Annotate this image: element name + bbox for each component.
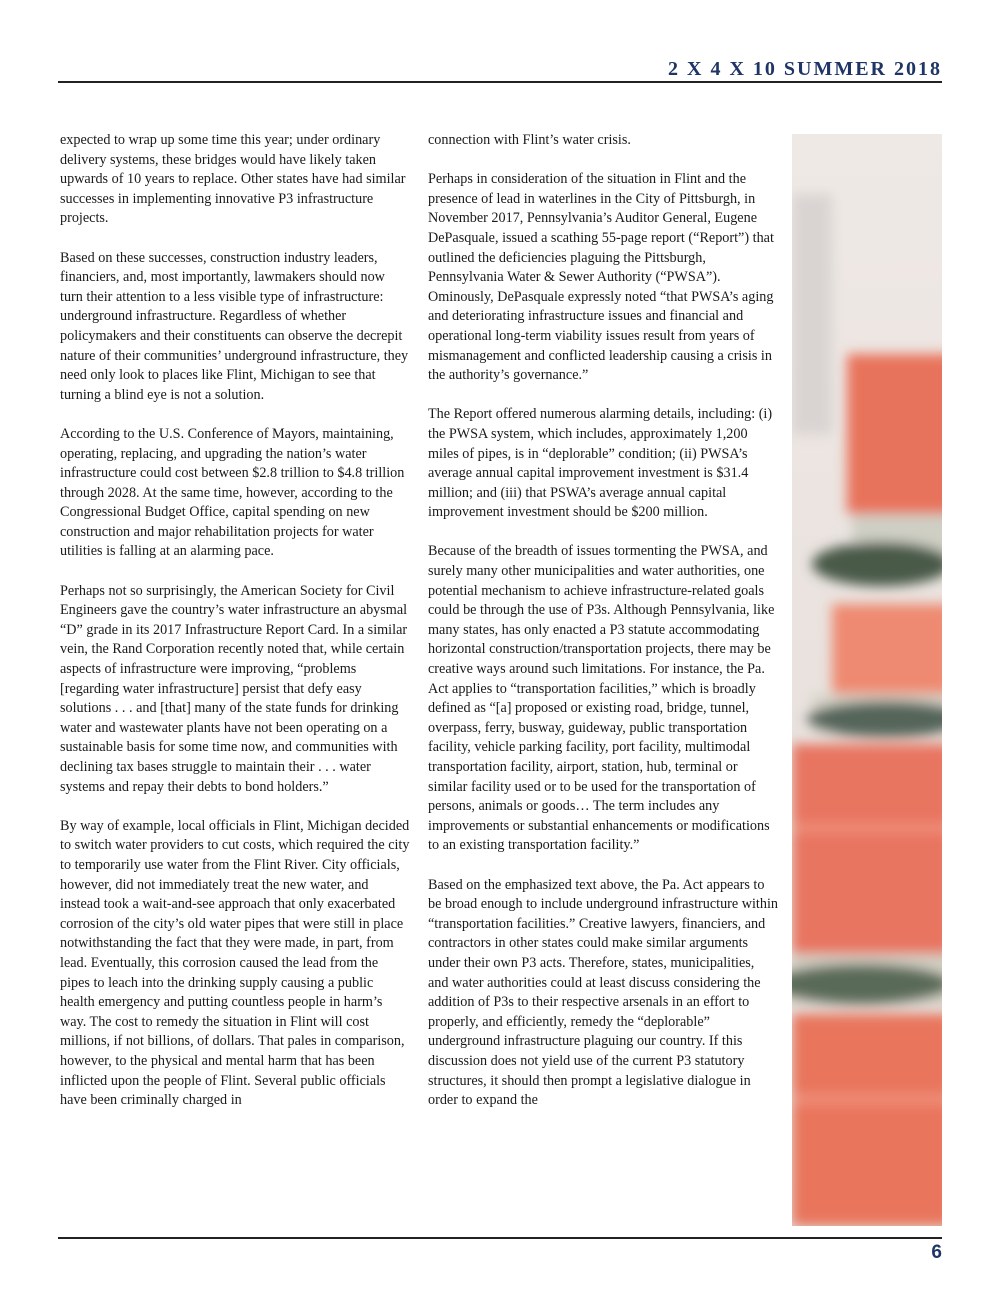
left-column bbox=[60, 131, 410, 1111]
right-paragraph-3: The Report offered numerous alarming details, including: (i) the PWSA system, which includes, approximately 1,200 miles of pipes, is in “deplorable” condition; (ii) PWSA’s average annual capital improvement investment is $31.4 million; and (iii) that PSWA’s average annual capital improvement investment should be $200 million. bbox=[428, 406, 773, 521]
left-paragraph-3: According to the U.S. Conference of Mayors, maintaining, operating, replacing, and upgrading the nation’s water infrastructure could cost between $2.8 trillion to $4.8 trillion through 2028. At the same time, however, according to the Congressional Budget Office, capital spending on new construction and major rehabilitation projects for water utilities is falling at an alarming pace. bbox=[60, 425, 405, 560]
right-paragraph-5: Based on the emphasized text above, the Pa. Act appears to be broad enough to include underground infrastructure within “transportation facilities.” Creative lawyers, financiers, and contractors in other states could make similar arguments under their own P3 acts. Therefore, states, municipalities, and water authorities could at least discuss considering the addition of P3s to their respective arsenals in an effort to properly, and efficiently, remedy the “deplorable” underground infrastructure plaguing our country. If this discussion does not yield use of the current P3 statutory structures, it should then prompt a legislative dialogue in order to expand the bbox=[428, 876, 778, 1109]
left-paragraph-1: expected to wrap up some time this year; under ordinary delivery systems, these bridges would have likely taken upwards of 10 years to replace. Other states have had similar successes in implementing innovative P3 infrastructure projects. bbox=[60, 132, 406, 227]
footer-divider bbox=[58, 1237, 942, 1239]
right-paragraph-1: connection with Flint’s water crisis. bbox=[428, 132, 631, 148]
header-divider bbox=[58, 81, 942, 83]
left-paragraph-2: Based on these successes, construction industry leaders, financiers, and, most importantly, lawmakers should now turn their attention to a less visible type of infrastructure: underground infrastructure. Regardless of whether policymakers and their constituents can observe the decrepit nature of their communities’ underground infrastructure, they need only look to places like Flint, Michigan to see that turning a blind eye is not a solution. bbox=[60, 249, 409, 403]
right-paragraph-4: Because of the breadth of issues tormenting the PWSA, and surely many other municipalities and water authorities, one potential mechanism to achieve infrastructure-related goals could be through the use of P3s. Although Pennsylvania, like many states, has only enacted a P3 statute accommodating horizontal construction/transportation projects, there may be creative ways around such limitations. For instance, the Pa. Act applies to “transportation facilities,” which is broadly defined as “[a] proposed or existing road, bridge, tunnel, overpass, ferry, busway, guideway, public transportation facility, vehicle parking facility, port facility, multimodal transportation facility, airport, station, hub, terminal or similar facility used or to be used for the transportation of persons, animals or goods… The term includes any improvements or substantial enhancements or modifications to an existing transportation facility.” bbox=[428, 543, 775, 854]
left-paragraph-4: Perhaps not so surprisingly, the American Society for Civil Engineers gave the country’s water infrastructure an abysmal “D” grade in its 2017 Infrastructure Report Card. In a similar vein, the Rand Corporation recently noted that, while certain aspects of infrastructure were improving, “problems [regarding water infrastructure] persist that defy easy solutions . . . and [that] many of the state funds for drinking water and wastewater plants have not been operating on a sustainable basis for some time now, and communities with declining tax bases struggle to maintain their . . . water systems and repay their debts to bond holders.” bbox=[60, 582, 408, 795]
right-paragraph-2: Perhaps in consideration of the situation in Flint and the presence of lead in waterlines in the City of Pittsburgh, in November 2017, Pennsylvania’s Auditor General, Eugene DePasquale, issued a scathing 55-page report (“Report”) that outlined the deficiencies plaguing the Pittsburgh, Pennsylvania Water & Sewer Authority (“PWSA”). Ominously, DePasquale expressly noted “that PWSA’s aging and deteriorating infrastructure issues and financial and operational long-term viability issues result from years of mismanagement and conflicted leadership causing a crisis in the authority’s governance.” bbox=[428, 171, 774, 384]
left-paragraph-5: By way of example, local officials in Flint, Michigan decided to switch water providers to cut costs, which required the city to temporarily use water from the Flint River. City officials, however, did not immediately treat the new water, and instead took a wait-and-see approach that only exacerbated corrosion of the city’s old water pipes that were still in place notwithstanding the fact that they were made, in part, from lead. Eventually, this corrosion caused the lead from the pipes to leach into the drinking supply causing a public health emergency and putting countless people in harm’s way. The cost to remedy the situation in Flint will cost millions, if not billions, of dollars. That pales in comparison, however, to the physical and mental harm that has been inflicted upon the people of Flint. Several public officials have been criminally charged in bbox=[60, 817, 410, 1109]
right-column bbox=[428, 131, 778, 1111]
page-header-title: 2 X 4 X 10 SUMMER 2018 bbox=[668, 58, 942, 80]
brick-wall-photo bbox=[792, 134, 942, 1226]
page-number: 6 bbox=[931, 1242, 942, 1263]
